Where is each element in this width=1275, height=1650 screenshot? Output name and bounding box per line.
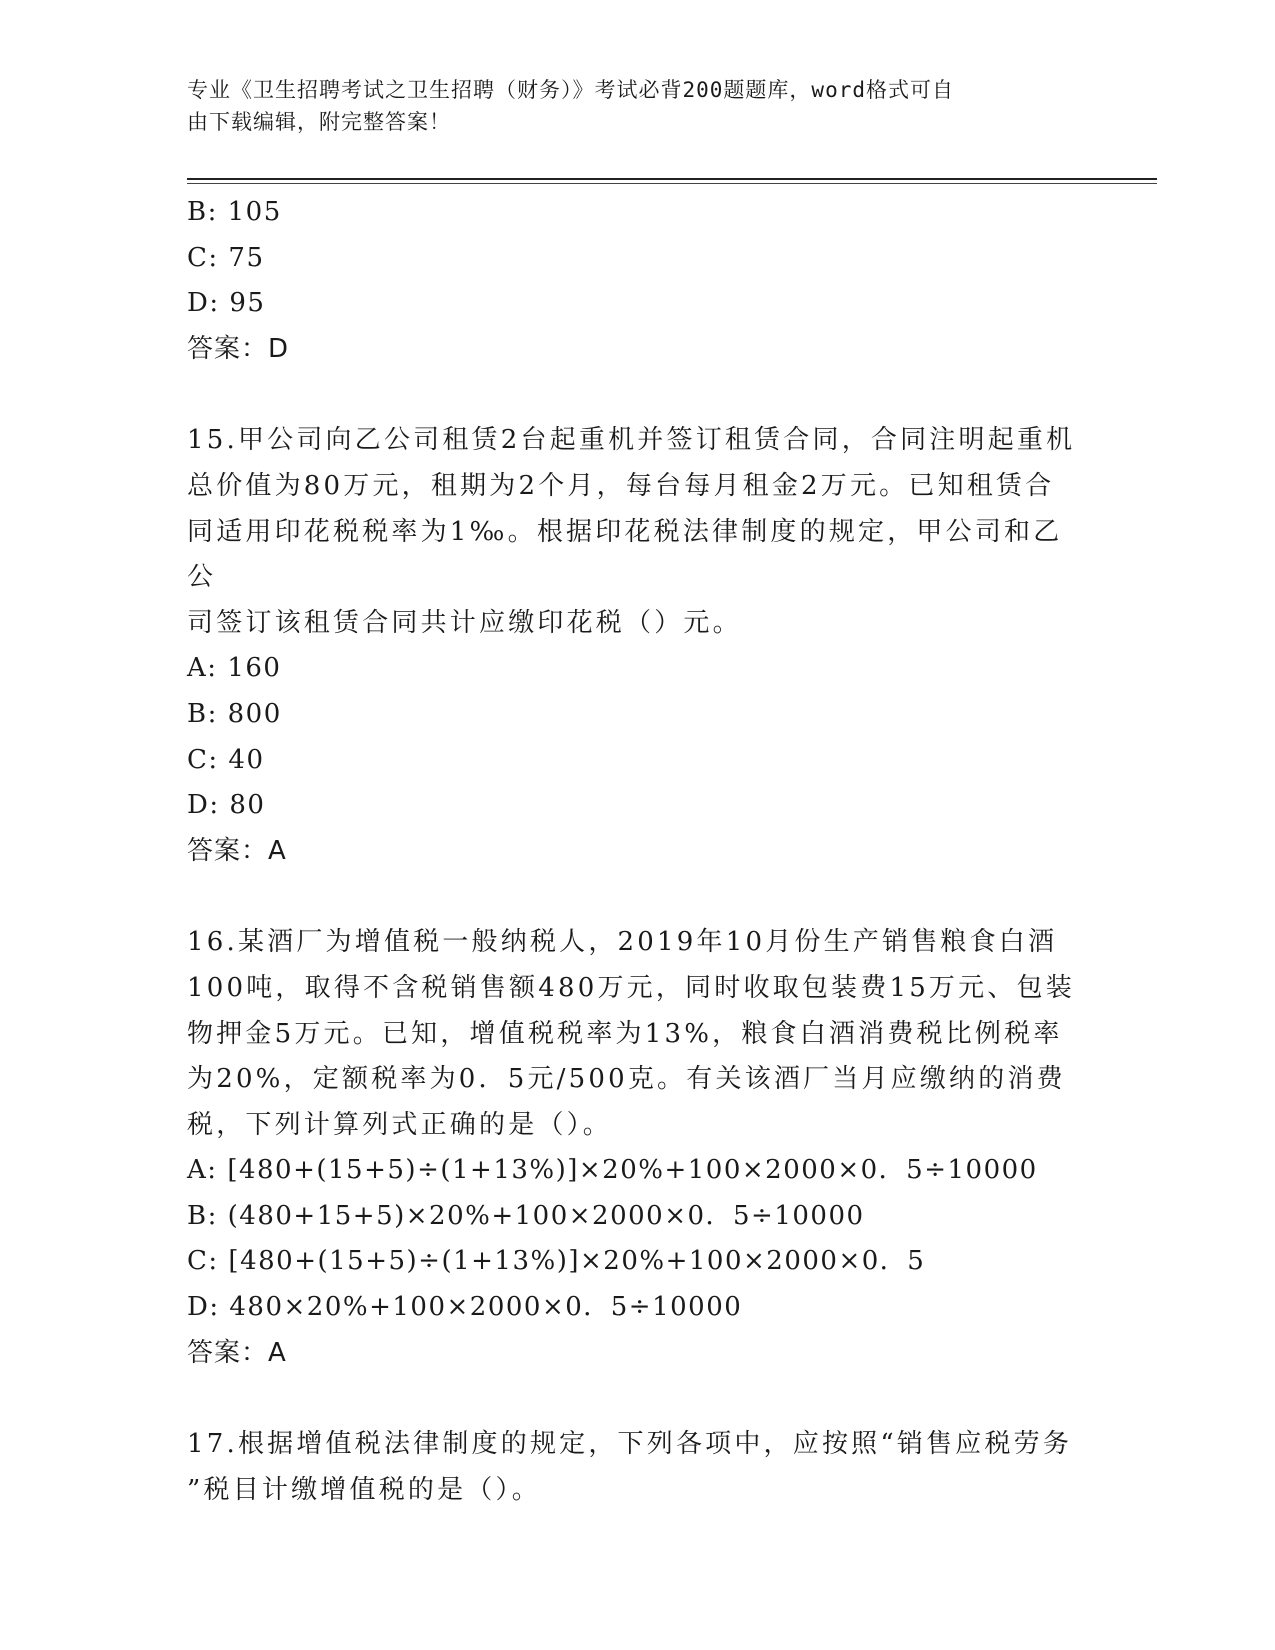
spacer <box>187 372 1087 418</box>
option-letter: C: <box>187 242 219 273</box>
question-line: 100吨，取得不含税销售额480万元，同时收取包装费15万元、包装 <box>187 972 1075 1003</box>
option-d <box>187 281 1087 327</box>
option-text: 480×20%+100×2000×0．5÷10000 <box>229 1292 743 1323</box>
question-14-tail <box>187 190 1087 372</box>
option-letter: A: <box>187 653 218 684</box>
question-text <box>187 1422 1087 1513</box>
option-letter: D: <box>187 790 220 821</box>
question-line: 总价值为80万元，租期为2个月，每台每月租金2万元。已知租赁合 <box>187 470 1055 501</box>
answer-line: 答案：A <box>187 1337 287 1368</box>
option-d <box>187 783 1087 829</box>
question-line: 16.某酒厂为增值税一般纳税人，2019年10月份生产销售粮食白酒 <box>187 927 1058 958</box>
header-line-1: 专业《卫生招聘考试之卫生招聘（财务）》考试必背200题题库，word格式可自 <box>187 78 954 102</box>
option-text: [480+(15+5)÷(1+13%)]×20%+100×2000×0．5 <box>228 1246 926 1277</box>
option-c <box>187 738 1087 784</box>
question-list <box>187 190 1087 1513</box>
question-line: 同适用印花税税率为1‰。根据印花税法律制度的规定，甲公司和乙公 <box>187 516 1063 593</box>
header-divider-thin <box>187 183 1157 184</box>
option-text: 95 <box>229 288 266 319</box>
answer-line: 答案：D <box>187 333 290 364</box>
header-line-2: 由下载编辑，附完整答案！ <box>187 110 451 134</box>
option-letter: D: <box>187 288 220 319</box>
option-a <box>187 646 1087 692</box>
question-line: 司签订该租赁合同共计应缴印花税（）元。 <box>187 607 742 638</box>
question-16 <box>187 920 1087 1376</box>
question-15 <box>187 418 1087 874</box>
option-text: 800 <box>227 698 282 729</box>
question-text <box>187 920 1087 1148</box>
option-b <box>187 190 1087 236</box>
question-line: 15.甲公司向乙公司租赁2台起重机并签订租赁合同，合同注明起重机 <box>187 425 1076 456</box>
option-text: 105 <box>227 197 282 227</box>
option-letter: C: <box>187 1246 219 1277</box>
option-letter: B: <box>187 1200 218 1231</box>
option-text: (480+15+5)×20%+100×2000×0．5÷10000 <box>227 1200 865 1231</box>
option-letter: C: <box>187 744 219 775</box>
option-text: [480+(15+5)÷(1+13%)]×20%+100×2000×0．5÷10000 <box>227 1155 1038 1186</box>
option-text: 75 <box>228 242 265 273</box>
header-divider-thick <box>187 178 1157 180</box>
option-d <box>187 1285 1087 1331</box>
question-text <box>187 418 1087 646</box>
question-line: 17.根据增值税法律制度的规定，下列各项中，应按照“销售应税劳务 <box>187 1429 1073 1460</box>
question-17 <box>187 1422 1087 1513</box>
option-c <box>187 1239 1087 1285</box>
question-line: 为20%，定额税率为0．5元/500克。有关该酒厂当月应缴纳的消费 <box>187 1064 1066 1095</box>
option-text: 40 <box>228 744 265 775</box>
option-c <box>187 236 1087 282</box>
document-header <box>187 74 1077 138</box>
question-line: ”税目计缴增值税的是（）。 <box>187 1474 541 1505</box>
spacer <box>187 874 1087 920</box>
option-text: 80 <box>229 790 266 821</box>
question-line: 物押金5万元。已知，增值税税率为13%，粮食白酒消费税比例税率 <box>187 1018 1063 1049</box>
option-b <box>187 1194 1087 1240</box>
option-text: 160 <box>227 653 282 684</box>
option-letter: D: <box>187 1292 220 1323</box>
spacer <box>187 1376 1087 1422</box>
option-letter: B: <box>187 197 218 227</box>
option-letter: B: <box>187 698 218 729</box>
answer-line: 答案：A <box>187 835 287 866</box>
option-b <box>187 692 1087 738</box>
option-letter: A: <box>187 1155 218 1186</box>
option-a <box>187 1148 1087 1194</box>
question-line: 税，下列计算列式正确的是（）。 <box>187 1109 613 1140</box>
